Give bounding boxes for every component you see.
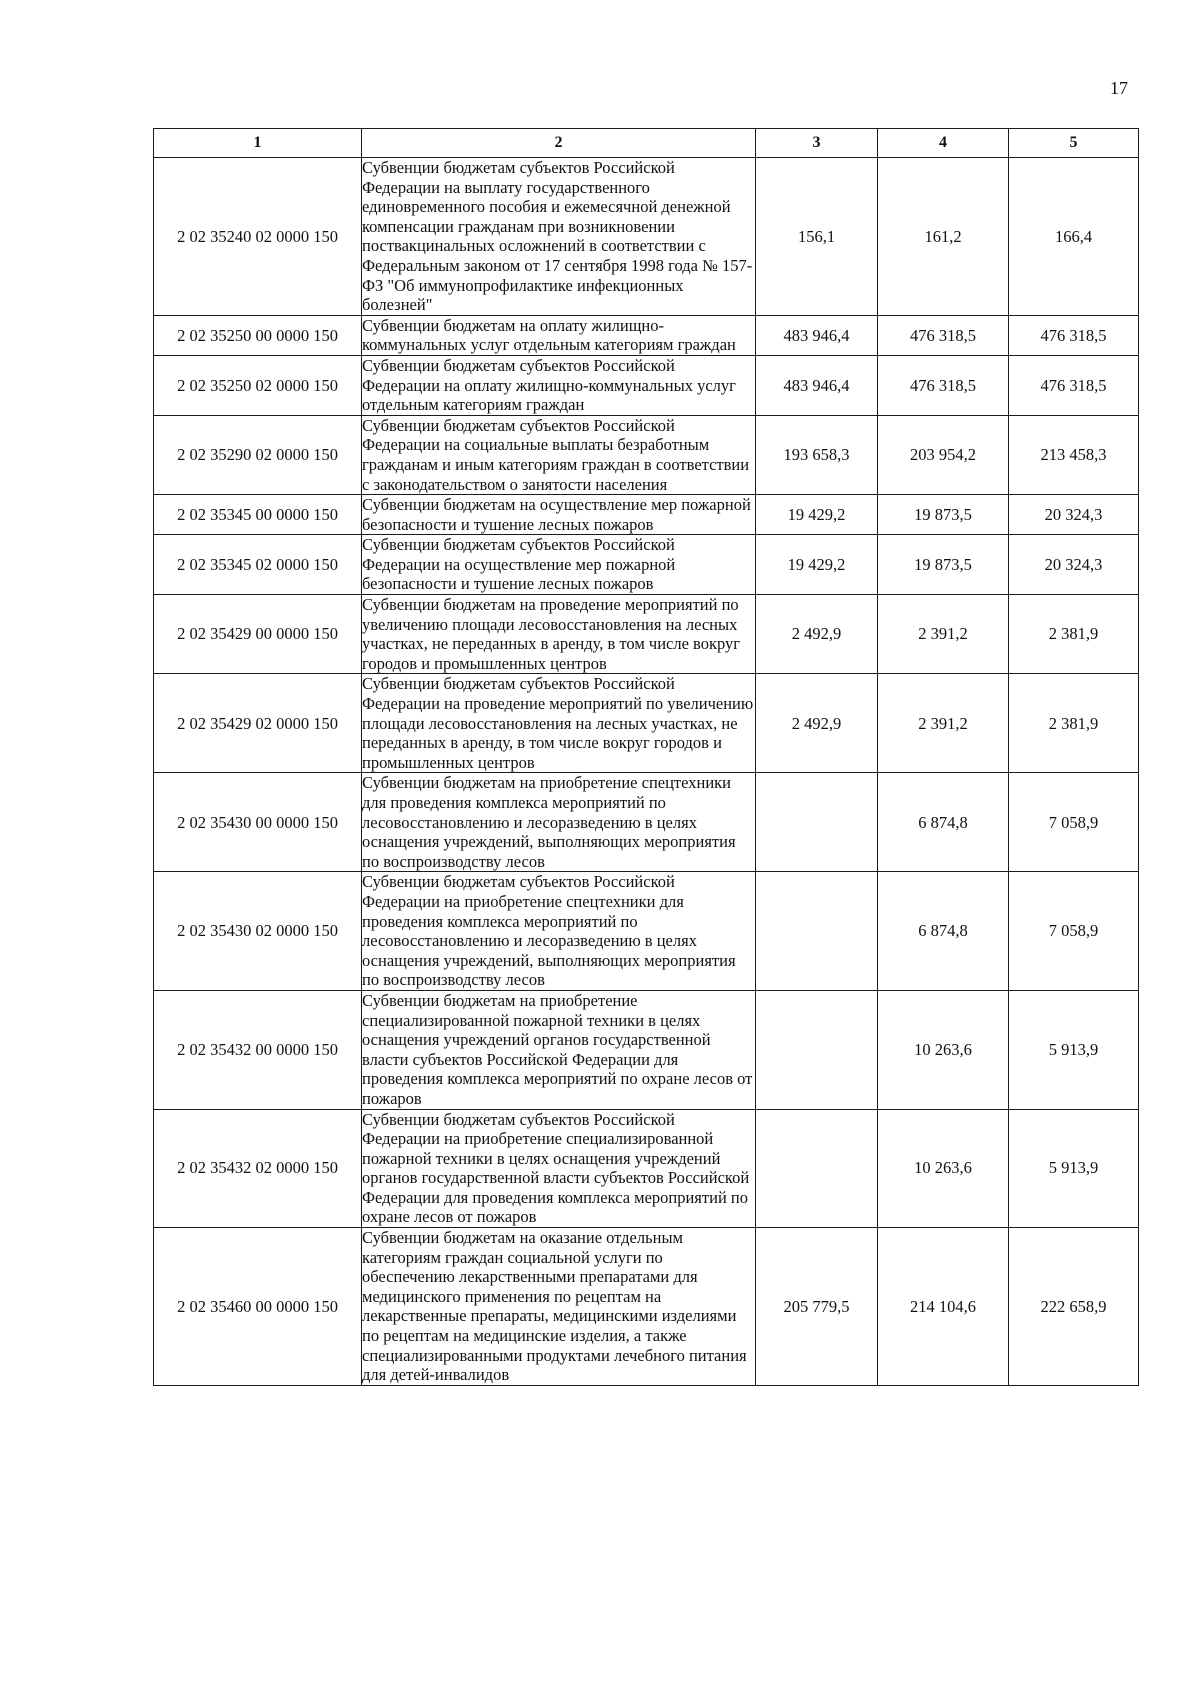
column-header: 4 <box>878 129 1009 158</box>
value-col3-cell <box>756 773 878 872</box>
table-row <box>154 990 1139 1109</box>
description-cell: Субвенции бюджетам субъектов Российской Федерации на приобретение спецтехники для проведения комплекса мероприятий по лесовосстановлению и лесоразведению в целях оснащения учреждений, выполняющих мероприятия по воспроизводству лесов <box>362 872 756 991</box>
budget-code-cell: 2 02 35250 02 0000 150 <box>154 355 362 415</box>
value-col4-cell: 10 263,6 <box>878 1109 1009 1228</box>
description-cell: Субвенции бюджетам субъектов Российской Федерации на проведение мероприятий по увеличению площади лесовосстановления на лесных участках, не переданных в аренду, в том числе вокруг городов и промышленных центров <box>362 674 756 773</box>
value-col4-cell: 2 391,2 <box>878 674 1009 773</box>
budget-code-cell: 2 02 35290 02 0000 150 <box>154 415 362 494</box>
table-row <box>154 415 1139 494</box>
table-row <box>154 158 1139 316</box>
budget-code-cell: 2 02 35432 02 0000 150 <box>154 1109 362 1228</box>
description-cell: Субвенции бюджетам на проведение мероприятий по увеличению площади лесовосстановления на лесных участках, не переданных в аренду, в том числе вокруг городов и промышленных центров <box>362 595 756 674</box>
value-col5-cell: 20 324,3 <box>1009 495 1139 535</box>
table-row <box>154 595 1139 674</box>
value-col5-cell: 166,4 <box>1009 158 1139 316</box>
budget-code-cell: 2 02 35429 02 0000 150 <box>154 674 362 773</box>
value-col3-cell: 19 429,2 <box>756 535 878 595</box>
value-col4-cell: 161,2 <box>878 158 1009 316</box>
table-header-row <box>154 129 1139 158</box>
value-col3-cell: 205 779,5 <box>756 1228 878 1386</box>
description-cell: Субвенции бюджетам субъектов Российской Федерации на осуществление мер пожарной безопасности и тушение лесных пожаров <box>362 535 756 595</box>
value-col3-cell: 2 492,9 <box>756 595 878 674</box>
budget-code-cell: 2 02 35250 00 0000 150 <box>154 315 362 355</box>
table-row <box>154 1109 1139 1228</box>
value-col3-cell: 19 429,2 <box>756 495 878 535</box>
value-col4-cell: 476 318,5 <box>878 315 1009 355</box>
value-col3-cell: 156,1 <box>756 158 878 316</box>
value-col3-cell <box>756 990 878 1109</box>
value-col5-cell: 7 058,9 <box>1009 872 1139 991</box>
value-col3-cell: 483 946,4 <box>756 315 878 355</box>
budget-code-cell: 2 02 35429 00 0000 150 <box>154 595 362 674</box>
description-cell: Субвенции бюджетам субъектов Российской Федерации на приобретение специализированной пожарной техники в целях оснащения учреждений органов государственной власти субъектов Российской Федерации для проведения комплекса мероприятий по охране лесов от пожаров <box>362 1109 756 1228</box>
column-header: 1 <box>154 129 362 158</box>
table-row <box>154 674 1139 773</box>
description-cell: Субвенции бюджетам на оплату жилищно-коммунальных услуг отдельным категориям граждан <box>362 315 756 355</box>
column-header: 3 <box>756 129 878 158</box>
value-col5-cell: 222 658,9 <box>1009 1228 1139 1386</box>
description-cell: Субвенции бюджетам на оказание отдельным категориям граждан социальной услуги по обеспечению лекарственными препаратами для медицинского применения по рецептам на лекарственные препараты, медицинскими изделиями по рецептам на медицинские изделия, а также специализированными продуктами лечебного питания для детей-инвалидов <box>362 1228 756 1386</box>
value-col3-cell <box>756 872 878 991</box>
value-col4-cell: 203 954,2 <box>878 415 1009 494</box>
value-col4-cell: 214 104,6 <box>878 1228 1009 1386</box>
value-col3-cell <box>756 1109 878 1228</box>
value-col5-cell: 5 913,9 <box>1009 990 1139 1109</box>
budget-table <box>153 128 1139 1386</box>
table-row <box>154 1228 1139 1386</box>
description-cell: Субвенции бюджетам на приобретение специализированной пожарной техники в целях оснащения учреждений органов государственной власти субъектов Российской Федерации для проведения комплекса мероприятий по охране лесов от пожаров <box>362 990 756 1109</box>
table-row <box>154 495 1139 535</box>
description-cell: Субвенции бюджетам на осуществление мер пожарной безопасности и тушение лесных пожаров <box>362 495 756 535</box>
budget-code-cell: 2 02 35345 02 0000 150 <box>154 535 362 595</box>
budget-code-cell: 2 02 35345 00 0000 150 <box>154 495 362 535</box>
budget-code-cell: 2 02 35240 02 0000 150 <box>154 158 362 316</box>
table-row <box>154 355 1139 415</box>
table-row <box>154 535 1139 595</box>
value-col5-cell: 213 458,3 <box>1009 415 1139 494</box>
value-col4-cell: 476 318,5 <box>878 355 1009 415</box>
value-col5-cell: 476 318,5 <box>1009 315 1139 355</box>
value-col4-cell: 19 873,5 <box>878 535 1009 595</box>
table-row <box>154 773 1139 872</box>
value-col4-cell: 6 874,8 <box>878 773 1009 872</box>
value-col5-cell: 476 318,5 <box>1009 355 1139 415</box>
description-cell: Субвенции бюджетам субъектов Российской Федерации на выплату государственного единовременного пособия и ежемесячной денежной компенсации гражданам при возникновении поствакцинальных осложнений в соответствии с Федеральным законом от 17 сентября 1998 года № 157-ФЗ "Об иммунопрофилактике инфекционных болезней" <box>362 158 756 316</box>
table-row <box>154 872 1139 991</box>
table-row <box>154 315 1139 355</box>
value-col5-cell: 20 324,3 <box>1009 535 1139 595</box>
value-col4-cell: 10 263,6 <box>878 990 1009 1109</box>
value-col5-cell: 5 913,9 <box>1009 1109 1139 1228</box>
column-header: 2 <box>362 129 756 158</box>
value-col3-cell: 193 658,3 <box>756 415 878 494</box>
description-cell: Субвенции бюджетам на приобретение спецтехники для проведения комплекса мероприятий по лесовосстановлению и лесоразведению в целях оснащения учреждений, выполняющих мероприятия по воспроизводству лесов <box>362 773 756 872</box>
value-col5-cell: 2 381,9 <box>1009 595 1139 674</box>
value-col4-cell: 2 391,2 <box>878 595 1009 674</box>
value-col3-cell: 2 492,9 <box>756 674 878 773</box>
column-header: 5 <box>1009 129 1139 158</box>
page-number: 17 <box>1110 78 1128 98</box>
description-cell: Субвенции бюджетам субъектов Российской Федерации на социальные выплаты безработным гражданам и иным категориям граждан в соответствии с законодательством о занятости населения <box>362 415 756 494</box>
budget-code-cell: 2 02 35430 02 0000 150 <box>154 872 362 991</box>
budget-code-cell: 2 02 35430 00 0000 150 <box>154 773 362 872</box>
value-col5-cell: 2 381,9 <box>1009 674 1139 773</box>
description-cell: Субвенции бюджетам субъектов Российской Федерации на оплату жилищно-коммунальных услуг отдельным категориям граждан <box>362 355 756 415</box>
value-col4-cell: 6 874,8 <box>878 872 1009 991</box>
value-col4-cell: 19 873,5 <box>878 495 1009 535</box>
budget-code-cell: 2 02 35460 00 0000 150 <box>154 1228 362 1386</box>
value-col3-cell: 483 946,4 <box>756 355 878 415</box>
value-col5-cell: 7 058,9 <box>1009 773 1139 872</box>
budget-code-cell: 2 02 35432 00 0000 150 <box>154 990 362 1109</box>
